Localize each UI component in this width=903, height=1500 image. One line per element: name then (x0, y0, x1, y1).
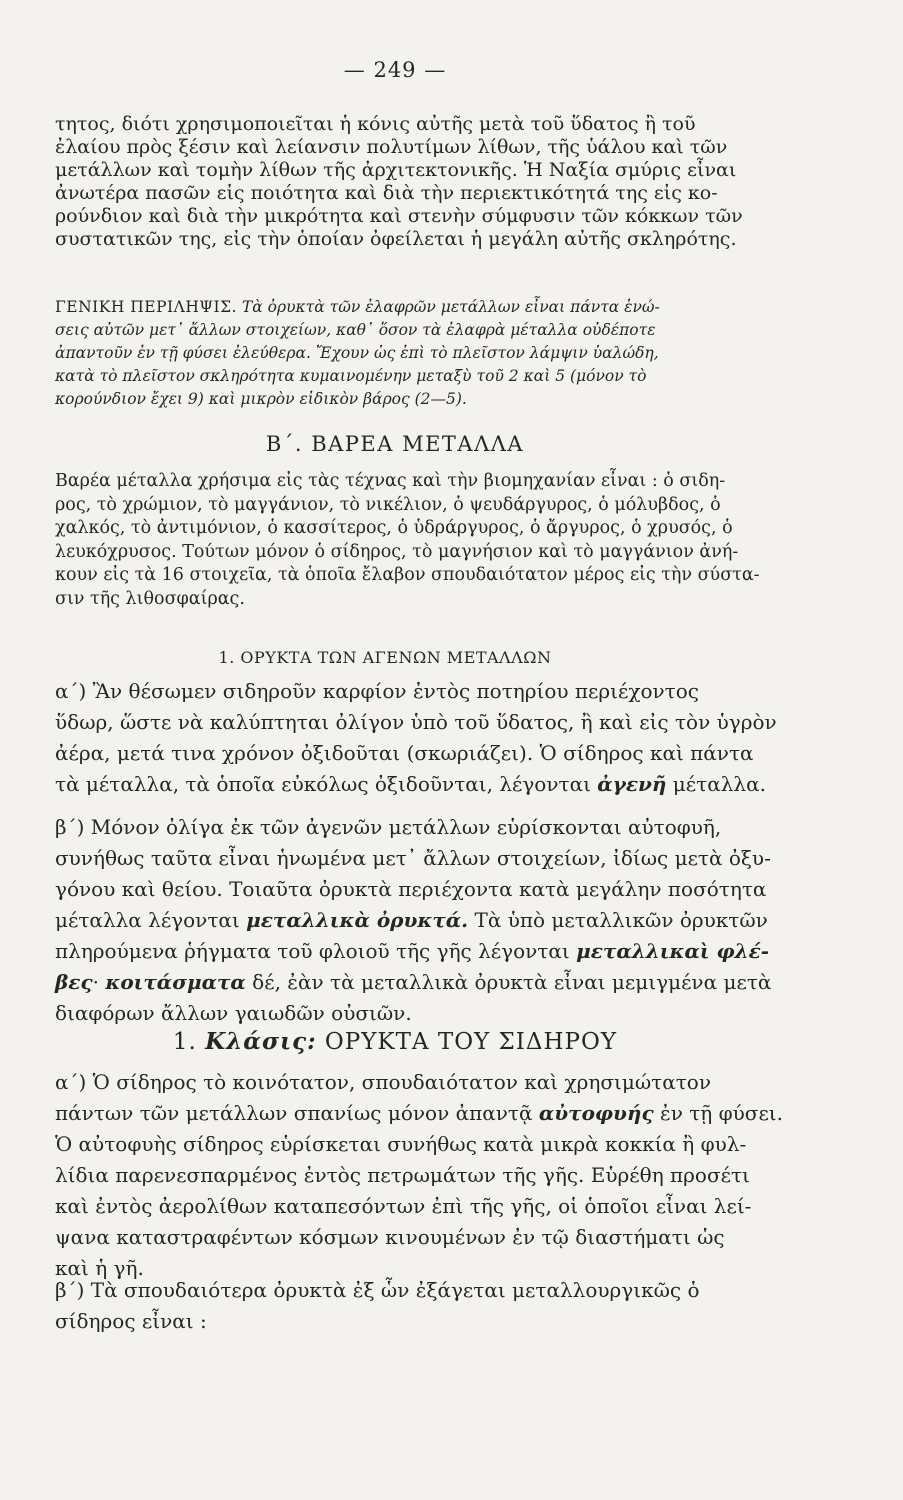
paragraph-b-text-1: β΄) Μόνον ὀλίγα ἐκ τῶν ἀγενῶν μετάλλων εὑρίσκονται αὐτοφυῆ, συνήθως ταῦτα εἶναι ἡνωμένα μετ᾽ ἄλλων στοιχείων, ἰδίως μετὰ ὀξυ- γόνου καὶ θείου. Τοιαῦτα ὀρυκτὰ περιέχοντα κατὰ μεγάλην ποσότητα μέταλλα λέγονται (55, 815, 771, 932)
paragraph-b-iron: β΄) Τὰ σπουδαιότερα ὀρυκτὰ ἐξ ὧν ἐξάγεται μεταλλουργικῶς ὁ σίδηρος εἶναι : (55, 1278, 700, 1333)
paragraph-a-text: α΄) Ἂν θέσωμεν σιδηροῦν καρφίον ἐντὸς ποτηρίου περιέχοντος ὕδωρ, ὥστε νὰ καλύπτηται ὀλίγον ὑπὸ τοῦ ὕδατος, ἢ καὶ εἰς τὸν ὑγρὸν ἀέρα, μετά τινα χρόνον ὀξιδοῦται (σκωριάζει). Ὁ σίδηρος καὶ πάντα τὰ μέταλλα, τὰ ὁποῖα εὐκόλως ὀξιδοῦνται, λέγονται (55, 679, 777, 796)
heading-iron-class: Κλάσις: (205, 1028, 317, 1055)
paragraph-a-iron-text-1: α΄) Ὁ σίδηρος τὸ κοινότατον, σπουδαιότατον καὶ χρησιμώτατον πάντων τῶν μετάλλων σπανίως μόνον ἀπαντᾷ (55, 1070, 711, 1125)
term-metallic-minerals: μεταλλικὰ ὀρυκτά. (246, 908, 469, 932)
term-agene: ἀγενῆ (597, 772, 667, 796)
paragraph-b-text-3: · (92, 970, 106, 994)
intro-paragraph: τητος, διότι χρησιμοποιεῖται ἡ κόνις αὐτῆς μετὰ τοῦ ὕδατος ἢ τοῦ ἐλαίου πρὸς ξέσιν καὶ λείανσιν πολυτίμων λίθων, τῆς ὑάλου καὶ τῶν μετάλλων καὶ τομὴν λίθων τῆς ἀρχιτεκτονικῆς. Ἡ Ναξία σμύρις εἶναι ἀνωτέρα πασῶν εἰς ποιότητα καὶ διὰ τὴν περιεκτικότητά της εἰς κο- ρούνδιον καὶ διὰ τὴν μικρότητα καὶ στενὴν σύμφυσιν τῶν κόκκων τῶν συστατικῶν της, εἰς τὴν ὁποίαν ὀφείλεται ἡ μεγάλη αὐτῆς σκληρότης. (55, 113, 743, 250)
general-summary-text: Τὰ ὀρυκτὰ τῶν ἐλαφρῶν μετάλλων εἶναι πάντα ἑνώ- σεις αὐτῶν μετ᾽ ἄλλων στοιχείων, καθ᾽ ὅσον τὰ ἐλαφρὰ μέταλλα οὐδέποτε ἀπαντοῦν ἐν τῇ φύσει ἐλεύθερα. Ἔχουν ὡς ἐπὶ τὸ πλεῖστον λάμψιν ὑαλώδη, κατὰ τὸ πλεῖστον σκληρότητα κυμαινομένην μεταξὺ τοῦ 2 καὶ 5 (μόνον τὸ κορούνδιον ἔχει 9) καὶ μικρὸν εἰδικὸν βάρος (2—5). (55, 298, 660, 408)
paragraph-b-text-4: δέ, ἐὰν τὰ μεταλλικὰ ὀρυκτὰ εἶναι μεμιγμένα μετὰ διαφόρων ἄλλων γαιωδῶν οὐσιῶν. (55, 970, 772, 1025)
paragraph-a-iron (55, 1067, 790, 1284)
term-deposits: κοιτάσματα (105, 970, 246, 994)
heading-iron-number: 1. (172, 1029, 197, 1055)
heading-base-metal-minerals: 1. ΟΡΥΚΤΑ ΤΩΝ ΑΓΕΝΩΝ ΜΕΤΑΛΛΩΝ (218, 648, 552, 667)
heading-iron-title: ΟΡΥΚΤΑ ΤΟΥ ΣΙΔΗΡΟΥ (324, 1029, 618, 1055)
heading-iron-minerals (0, 1028, 790, 1055)
heading-heavy-metals: Β΄. ΒΑΡΕΑ ΜΕΤΑΛΛΑ (265, 432, 525, 456)
general-summary-label: ΓΕΝΙΚΗ ΠΕΡΙΛΗΨΙΣ. (55, 298, 237, 316)
general-summary-paragraph (55, 296, 790, 411)
term-native: αὐτοφυής (538, 1101, 654, 1125)
paragraph-a-iron-text-2: ἐν τῇ φύσει. Ὁ αὐτοφυὴς σίδηρος εὑρίσκεται συνήθως κατὰ μικρὰ κοκκία ἢ φυλ- λίδια παρενεσπαρμένος ἐντὸς πετρωμάτων τῆς γῆς. Εὑρέθη προσέτι καὶ ἐντὸς ἀερολίθων καταπεσόντων ἐπὶ τῆς γῆς, οἱ ὁποῖοι εἶναι λεί- ψανα καταστραφέντων κόσμων κινουμένων ἐν τῷ διαστήματι ὡς καὶ ἡ γῆ. (55, 1101, 784, 1280)
term-metallic-veins: μεταλλικαὶ φλέ- βες (55, 939, 770, 994)
paragraph-a-end: μέταλλα. (666, 772, 766, 796)
paragraph-b-base-metals (55, 812, 790, 1029)
heavy-metals-paragraph: Βαρέα μέταλλα χρήσιμα εἰς τὰς τέχνας καὶ τὴν βιομηχανίαν εἶναι : ὁ σιδη- ρος, τὸ χρώμιον, τὸ μαγγάνιον, τὸ νικέλιον, ὁ ψευδάργυρος, ὁ μόλυβδος, ὁ χαλκός, τὸ ἀντιμόνιον, ὁ κασσίτερος, ὁ ὑδράργυρος, ὁ ἄργυρος, ὁ χρυσός, ὁ λευκόχρυσος. Τούτων μόνον ὁ σίδηρος, τὸ μαγνήσιον καὶ τὸ μαγγάνιον ἀνή- κουν εἰς τὰ 16 στοιχεῖα, τὰ ὁποῖα ἔλαβον σπουδαιότατον μέρος εἰς τὴν σύστα- σιν τῆς λιθοσφαίρας. (55, 471, 760, 609)
paragraph-b-text-2: Τὰ ὑπὸ μεταλλικῶν ὀρυκτῶν πληρούμενα ῥήγματα τοῦ φλοιοῦ τῆς γῆς λέγονται (55, 908, 768, 963)
page-number: — 249 — (343, 58, 447, 82)
paragraph-a-base-metals (55, 676, 790, 800)
